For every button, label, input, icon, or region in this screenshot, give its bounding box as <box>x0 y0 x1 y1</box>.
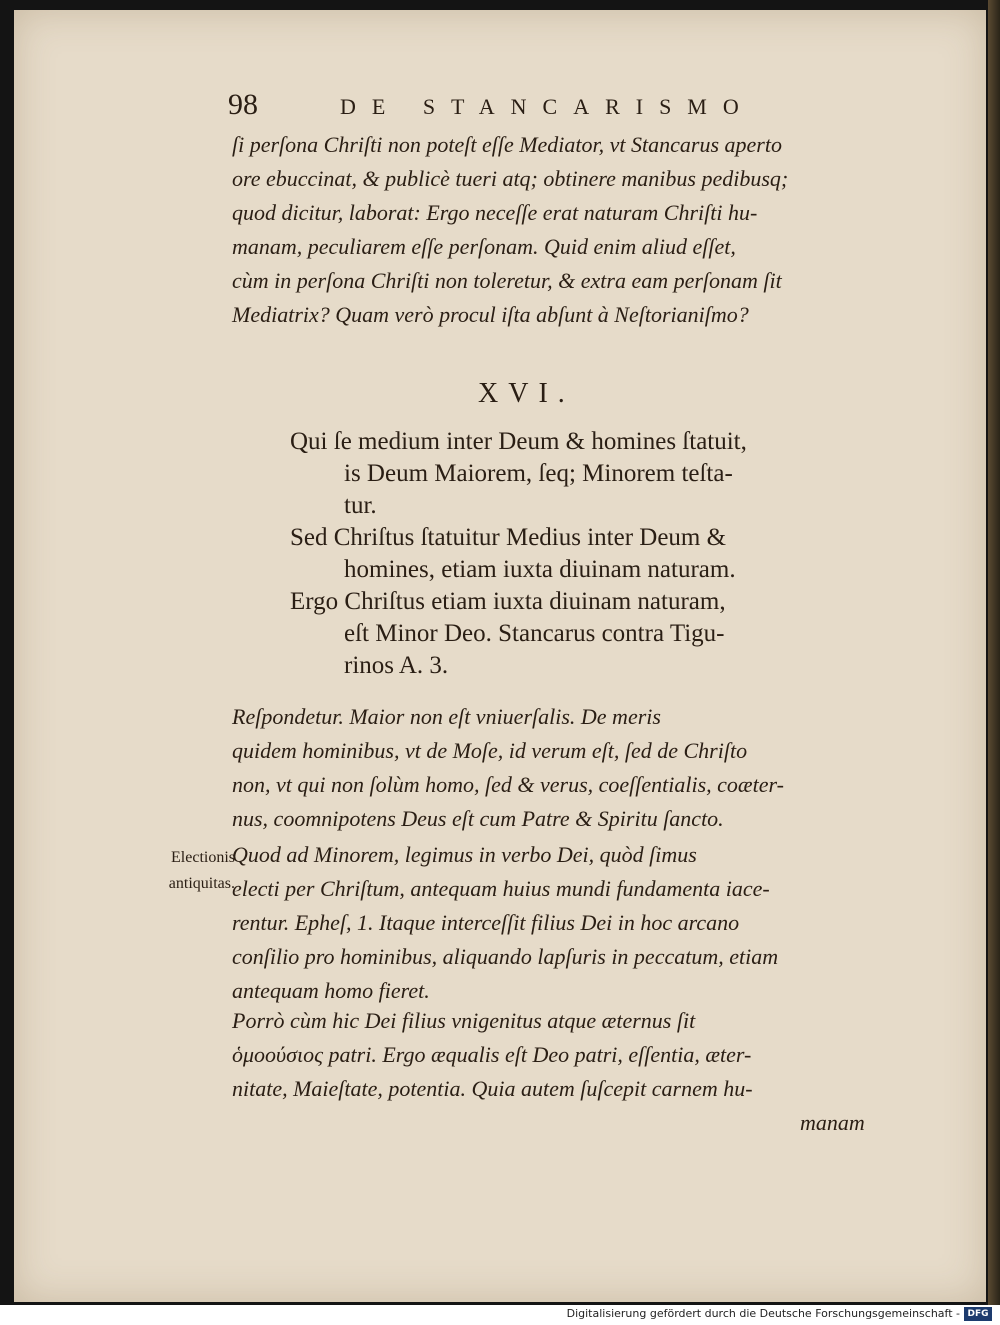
syllogism-line: eſt Minor Deo. Stancarus contra Tigu- <box>344 620 725 647</box>
text-line: non, vt qui non ſolùm homo, ſed & verus, coeſſentialis, coæter- <box>232 772 784 797</box>
text-line: nitate, Maieſtate, potentia. Quia autem ſuſcepit carnem hu- <box>232 1076 753 1101</box>
text-line: ore ebuccinat, & publicè tueri atq; obtinere manibus pedibusq; <box>232 166 789 191</box>
syllogism-line: Sed Chriſtus ſtatuitur Medius inter Deum & <box>290 524 727 551</box>
section-heading: XVI. <box>478 378 575 409</box>
page-header <box>228 88 828 128</box>
margin-note-line: antiquitas. <box>168 875 235 892</box>
text-line: conſilio pro hominibus, aliquando lapſuris in peccatum, etiam <box>232 944 779 969</box>
syllogism-line: Ergo Chriſtus etiam iuxta diuinam naturam, <box>290 588 726 615</box>
text-line: ſi perſona Chriſti non poteſt eſſe Mediator, vt Stancarus aperto <box>232 132 782 157</box>
syllogism-line: rinos A. 3. <box>344 652 449 679</box>
text-line: cùm in perſona Chriſti non toleretur, & extra eam perſonam ſit <box>232 268 782 293</box>
running-head: DE STANCARISMO <box>340 94 755 119</box>
text-line: antequam homo fieret. <box>232 978 430 1003</box>
text-line: Reſpondetur. Maior non eſt vniuerſalis. De meris <box>232 704 661 729</box>
paragraph-2 <box>232 700 892 836</box>
catchword: manam <box>800 1110 865 1135</box>
text-line: ὁμοούσιος patri. Ergo æqualis eſt Deo patri, eſſentia, æter- <box>232 1042 752 1067</box>
paragraph-3 <box>232 838 892 1008</box>
syllogism-line: is Deum Maiorem, ſeq; Minorem teſta- <box>344 460 733 487</box>
text-line: Quod ad Minorem, legimus in verbo Dei, quòd ſimus <box>232 842 697 867</box>
text-line: quod dicitur, laborat: Ergo neceſſe erat naturam Chriſti hu- <box>232 200 758 225</box>
text-line: rentur. Epheſ, 1. Itaque interceſſit filius Dei in hoc arcano <box>232 910 740 935</box>
margin-note <box>120 845 235 897</box>
syllogism-line: tur. <box>344 492 377 519</box>
text-line: manam, peculiarem eſſe perſonam. Quid enim aliud eſſet, <box>232 234 736 259</box>
paragraph-1 <box>232 128 892 332</box>
text-line: nus, coomnipotens Deus eſt cum Patre & Spiritu ſancto. <box>232 806 724 831</box>
book-spine <box>988 0 1000 1305</box>
paragraph-4 <box>232 1004 892 1106</box>
dfg-logo: DFG <box>964 1307 992 1321</box>
syllogism-line: Qui ſe medium inter Deum & homines ſtatuit, <box>290 428 747 455</box>
syllogism-line: homines, etiam iuxta diuinam naturam. <box>344 556 736 583</box>
text-line: Porrò cùm hic Dei filius vnigenitus atque æternus ſit <box>232 1008 696 1033</box>
text-line: Mediatrix? Quam verò procul iſta abſunt à Neſtorianiſmo? <box>232 302 749 327</box>
margin-note-line: Electionis <box>171 849 235 866</box>
footer-credit: Digitalisierung gefördert durch die Deutsche Forschungsgemeinschaft - <box>566 1307 960 1320</box>
text-line: electi per Chriſtum, antequam huius mundi fundamenta iace- <box>232 876 770 901</box>
syllogism-block <box>290 426 850 682</box>
text-line: quidem hominibus, vt de Moſe, id verum eſt, ſed de Chriſto <box>232 738 748 763</box>
page-number: 98 <box>228 88 258 121</box>
